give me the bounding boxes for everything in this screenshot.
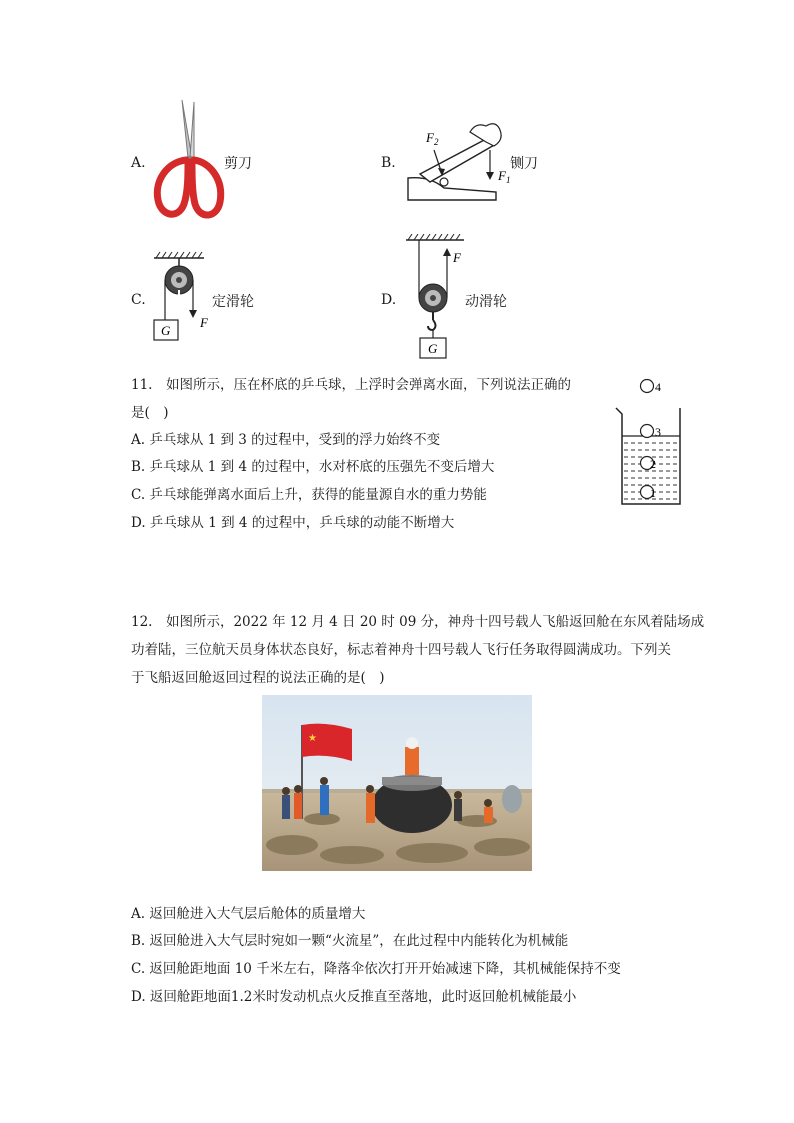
ball-position-label: 4 — [655, 380, 661, 394]
answer-option-d[interactable]: D. 返回舱距地面1.2米时发动机点火反推直至落地，此时返回舱机械能最小 — [131, 989, 577, 1005]
answer-option-b[interactable]: B. 返回舱进入大气层时宛如一颗“火流星”，在此过程中内能转化为机械能 — [131, 933, 569, 949]
answer-option-d[interactable]: D. 乒乓球从 1 到 4 的过程中，乒乓球的动能不断增大 — [131, 515, 455, 531]
option-label: 定滑轮 — [212, 294, 254, 310]
weight-label: G — [161, 323, 171, 338]
answer-option-c[interactable]: C. 乒乓球能弹离水面后上升，获得的能量源自水的重力势能 — [131, 487, 487, 503]
fixed-pulley-icon — [146, 250, 216, 345]
ball-position-label: 1 — [650, 486, 656, 500]
answer-option-b[interactable]: B. 乒乓球从 1 到 4 的过程中，水对杯底的压强先不变后增大 — [131, 459, 495, 475]
guillotine-cutter-icon — [400, 116, 512, 206]
force-label: F — [453, 250, 461, 265]
ball-position-label: 3 — [655, 425, 661, 439]
option-letter: A. — [131, 155, 146, 171]
answer-option-c[interactable]: C. 返回舱距地面 10 千米左右，降落伞依次打开开始减速下降，其机械能保持不变 — [131, 961, 621, 977]
option-label: 剪刀 — [224, 156, 252, 172]
question-stem: 11. 如图所示，压在杯底的乒乓球，上浮时会弹离水面，下列说法正确的 — [131, 377, 571, 393]
ball-position-label: 2 — [650, 457, 656, 471]
weight-label: G — [428, 341, 438, 356]
force-f1-label: $F_1$ — [498, 168, 511, 185]
answer-option-a[interactable]: A. 返回舱进入大气层后舱体的质量增大 — [131, 906, 366, 922]
scissors-icon — [148, 96, 228, 222]
option-label: 铡刀 — [510, 156, 538, 172]
option-label: 动滑轮 — [465, 294, 507, 310]
option-letter: D. — [381, 292, 397, 308]
beaker-with-balls-icon — [610, 376, 690, 510]
reentry-capsule-landing-photo — [262, 695, 532, 871]
question-stem: 12. 如图所示，2022 年 12 月 4 日 20 时 09 分，神舟十四号载人飞船返回舱在东风着陆场成 — [131, 614, 705, 630]
option-letter: B. — [381, 155, 396, 171]
answer-option-a[interactable]: A. 乒乓球从 1 到 3 的过程中，受到的浮力始终不变 — [131, 432, 441, 448]
question-stem: 功着陆，三位航天员身体状态良好，标志着神舟十四号载人飞行任务取得圆满成功。下列关 — [131, 642, 671, 658]
movable-pulley-icon — [400, 234, 472, 362]
question-stem: 于飞船返回舱返回过程的说法正确的是( ) — [131, 670, 385, 686]
force-label: F — [200, 315, 208, 330]
svg-text:★: ★ — [308, 733, 317, 744]
option-letter: C. — [131, 292, 146, 308]
question-stem: 是( ) — [131, 405, 169, 421]
force-f2-label: $F_2$ — [426, 130, 439, 147]
